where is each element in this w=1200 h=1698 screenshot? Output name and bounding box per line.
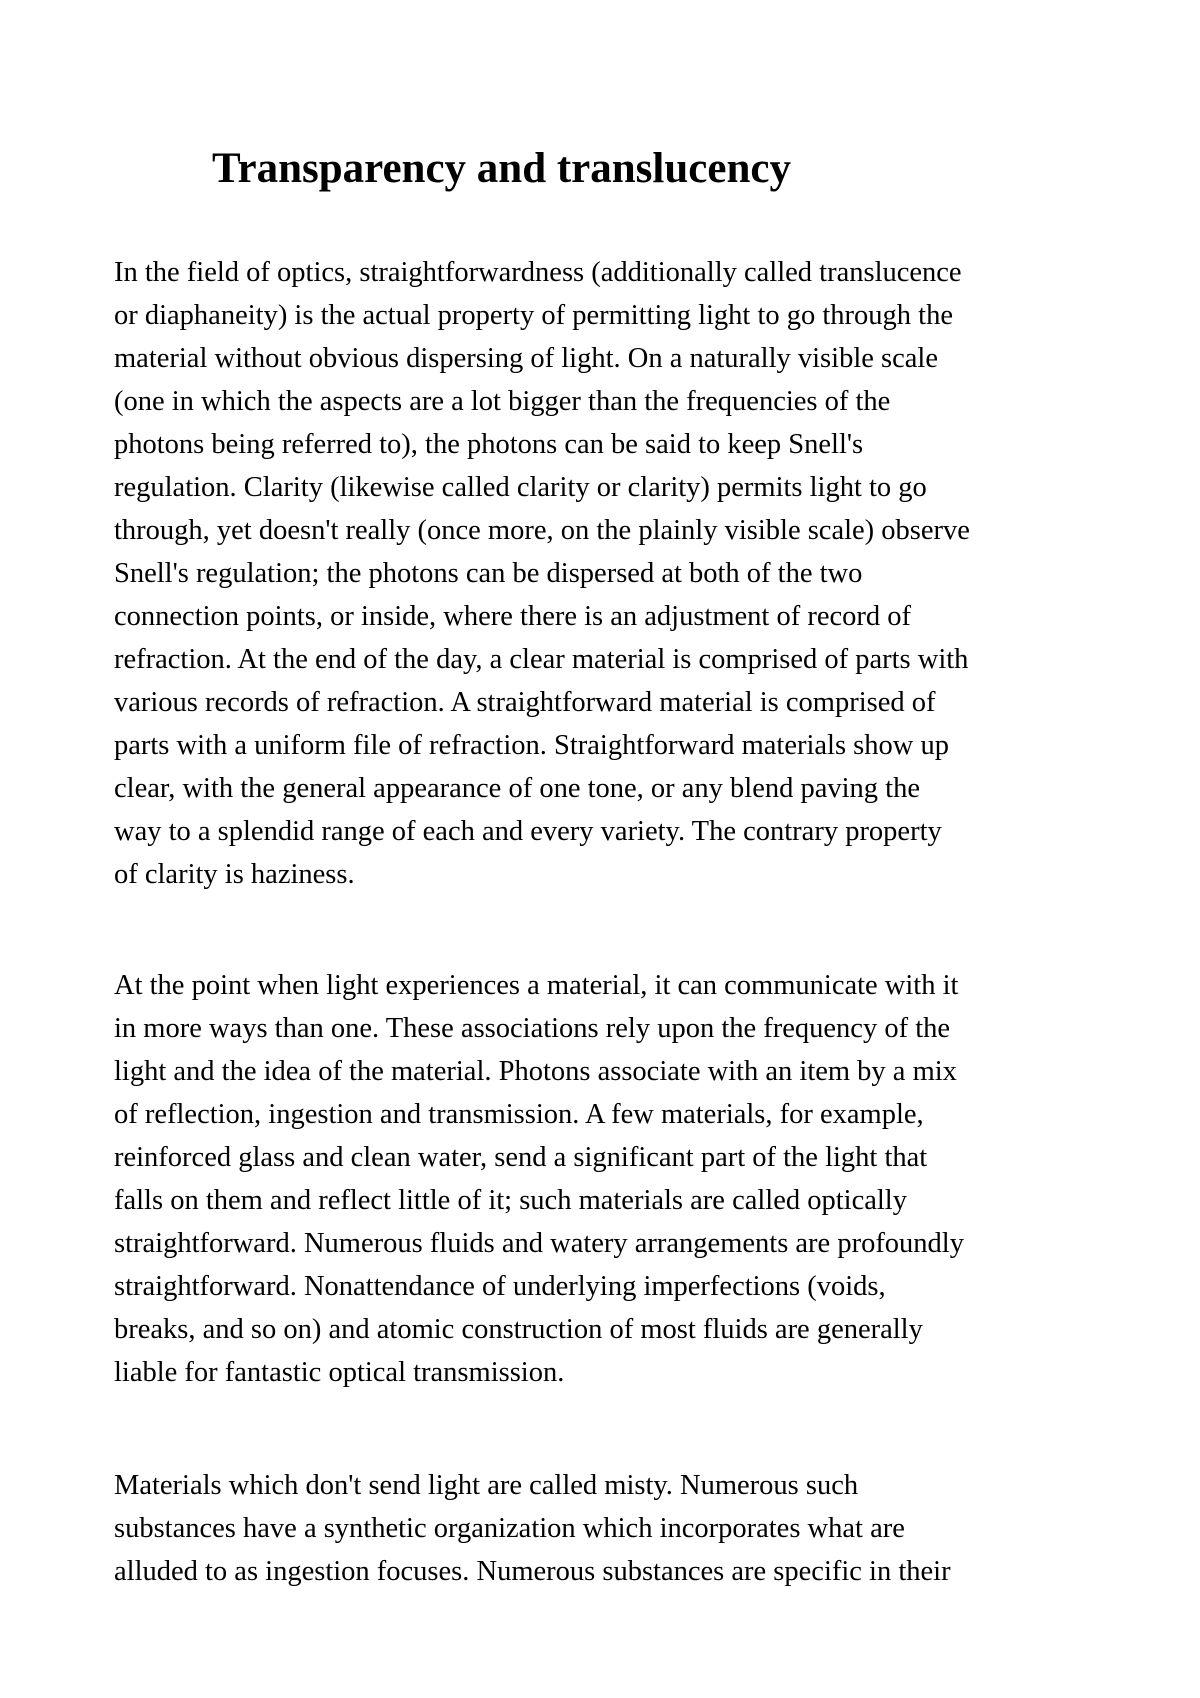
text-line: liable for fantastic optical transmission.	[114, 1357, 565, 1388]
text-line: falls on them and reflect little of it; such materials are called optically	[114, 1185, 907, 1216]
text-line: connection points, or inside, where there is an adjustment of record of	[114, 601, 911, 632]
text-line: clear, with the general appearance of one tone, or any blend paving the	[114, 773, 921, 804]
text-line: of clarity is haziness.	[114, 859, 355, 890]
paragraph-1	[114, 251, 1124, 896]
text-line: Snell's regulation; the photons can be dispersed at both of the two	[114, 558, 863, 589]
text-line: breaks, and so on) and atomic construction of most fluids are generally	[114, 1314, 923, 1345]
text-line: in more ways than one. These associations rely upon the frequency of the	[114, 1013, 951, 1044]
text-line: refraction. At the end of the day, a clear material is comprised of parts with	[114, 644, 969, 675]
text-line: material without obvious dispersing of light. On a naturally visible scale	[114, 343, 938, 374]
text-line: reinforced glass and clean water, send a significant part of the light that	[114, 1142, 928, 1173]
text-line: or diaphaneity) is the actual property of permitting light to go through the	[114, 300, 953, 331]
text-line: photons being referred to), the photons can be said to keep Snell's	[114, 429, 864, 460]
text-line: Materials which don't send light are called misty. Numerous such	[114, 1470, 859, 1501]
text-line: straightforward. Nonattendance of underlying imperfections (voids,	[114, 1271, 886, 1302]
text-line: substances have a synthetic organization which incorporates what are	[114, 1513, 905, 1544]
text-line: In the field of optics, straightforwardness (additionally called translucence	[114, 257, 962, 288]
text-line: alluded to as ingestion focuses. Numerous substances are specific in their	[114, 1556, 951, 1587]
text-line: light and the idea of the material. Photons associate with an item by a mix	[114, 1056, 957, 1087]
text-line: parts with a uniform file of refraction. Straightforward materials show up	[114, 730, 949, 761]
text-line: straightforward. Numerous fluids and watery arrangements are profoundly	[114, 1228, 964, 1259]
paragraph-2	[114, 964, 1124, 1394]
text-line: through, yet doesn't really (once more, on the plainly visible scale) observe	[114, 515, 970, 546]
paragraph-3	[114, 1464, 1124, 1593]
text-line: various records of refraction. A straightforward material is comprised of	[114, 687, 936, 718]
text-line: (one in which the aspects are a lot bigger than the frequencies of the	[114, 386, 891, 417]
text-line: regulation. Clarity (likewise called clarity or clarity) permits light to go	[114, 472, 927, 503]
text-line: way to a splendid range of each and every variety. The contrary property	[114, 816, 942, 847]
document-title: Transparency and translucency	[212, 145, 791, 192]
text-line: At the point when light experiences a material, it can communicate with it	[114, 970, 959, 1001]
text-line: of reflection, ingestion and transmission. A few materials, for example,	[114, 1099, 924, 1130]
